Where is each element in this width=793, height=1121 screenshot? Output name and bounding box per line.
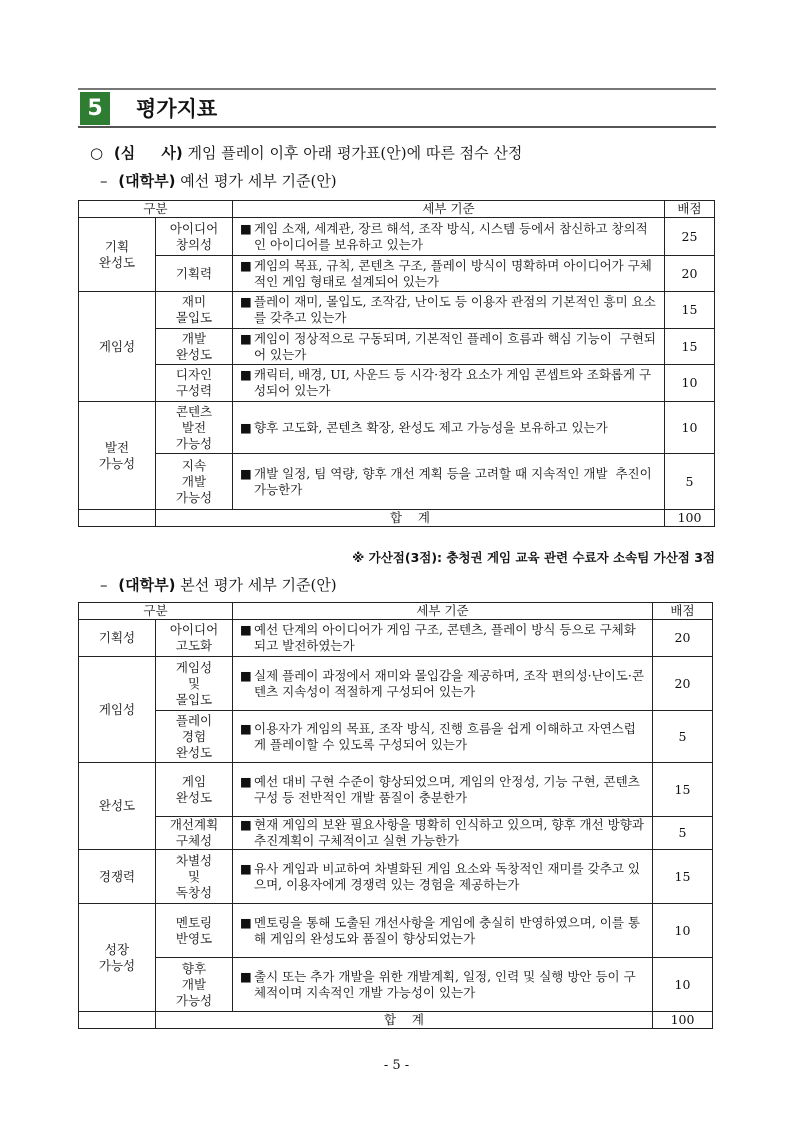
bullet-icon: ■	[240, 773, 252, 789]
criteria-cell	[233, 454, 665, 510]
table-row	[79, 454, 715, 510]
final-label: (대학부)	[118, 576, 176, 594]
header-category: 구분	[79, 201, 233, 218]
group-name: 성장 가능성	[79, 904, 156, 1012]
sub-category: 멘토링 반영도	[156, 904, 233, 958]
total-label: 합 계	[156, 510, 665, 527]
sub-category: 게임성 및 몰입도	[156, 657, 233, 711]
bullet-icon: ■	[240, 622, 252, 637]
final-criteria-table	[78, 602, 713, 1029]
criteria-text: 캐릭터, 배경, UI, 사운드 등 시각·청각 요소가 게임 콘셉트와 조화롭게 구성되어 있는가	[254, 367, 652, 398]
final-heading	[100, 574, 337, 595]
score-cell: 20	[665, 256, 715, 292]
sub-category: 콘텐츠 발전 가능성	[156, 402, 233, 454]
prelim-heading	[100, 170, 337, 191]
prelim-dash: –	[100, 172, 108, 190]
table-row	[79, 256, 715, 292]
table-row	[79, 958, 713, 1012]
criteria-text: 현재 게임의 보완 필요사항을 명확히 인식하고 있으며, 향후 개선 방향과 추진계획이 구체적이고 실현 가능한가	[254, 817, 648, 848]
criteria-text: 게임 소재, 세계관, 장르 해석, 조작 방식, 시스템 등에서 참신하고 창의적인 아이디어를 보유하고 있는가	[254, 220, 648, 252]
table-row	[79, 763, 713, 817]
group-name: 게임성	[79, 657, 156, 763]
final-table-body	[79, 603, 713, 1029]
bullet-icon: ■	[240, 667, 252, 683]
score-cell: 15	[665, 292, 715, 329]
bullet-icon: ■	[240, 419, 252, 435]
criteria-cell	[233, 256, 665, 292]
table-header-row	[79, 603, 713, 620]
group-name: 발전 가능성	[79, 402, 156, 510]
sub-category: 아이디어 창의성	[156, 218, 233, 256]
criteria-text: 게임의 목표, 규칙, 콘텐츠 구조, 플레이 방식이 명확하며 아이디어가 구체적인 게임 형태로 설계되어 있는가	[254, 257, 652, 289]
table-row	[79, 218, 715, 256]
table-row	[79, 402, 715, 454]
criteria-text: 개발 일정, 팀 역량, 향후 개선 계획 등을 고려할 때 지속적인 개발 추진이 가능한가	[254, 465, 656, 497]
criteria-text: 출시 또는 추가 개발을 위한 개발계획, 일정, 인력 및 실행 방안 등이 구체적이며 지속적인 개발 가능성이 있는가	[254, 968, 636, 1000]
score-cell: 25	[665, 218, 715, 256]
table-header-row	[79, 201, 715, 218]
criteria-text: 예선 단계의 아이디어가 게임 구조, 콘텐츠, 플레이 방식 등으로 구체화되고 발전하였는가	[254, 622, 636, 653]
score-cell: 10	[653, 904, 713, 958]
criteria-cell	[233, 218, 665, 256]
score-cell: 10	[665, 402, 715, 454]
sub-category: 개발 완성도	[156, 329, 233, 365]
header-criteria: 세부 기준	[233, 201, 665, 218]
header-top-rule	[78, 88, 716, 90]
prelim-text: 예선 평가 세부 기준(안)	[175, 172, 337, 190]
criteria-text: 유사 게임과 비교하여 차별화된 게임 요소와 독창적인 재미를 갖추고 있으며, 이용자에게 경쟁력 있는 경험을 제공하는가	[254, 860, 640, 892]
score-cell: 15	[653, 850, 713, 904]
table-row	[79, 904, 713, 958]
group-name: 경쟁력	[79, 850, 156, 904]
bullet-icon: ■	[240, 914, 252, 930]
sub-category: 차별성 및 독창성	[156, 850, 233, 904]
total-label: 합 계	[156, 1012, 653, 1029]
criteria-cell	[233, 904, 653, 958]
bullet-icon: ■	[240, 257, 252, 273]
table-row	[79, 292, 715, 329]
criteria-cell	[233, 402, 665, 454]
score-cell: 15	[665, 329, 715, 365]
intro-text: 게임 플레이 이후 아래 평가표(안)에 따른 점수 산정	[182, 144, 523, 162]
criteria-cell	[233, 711, 653, 763]
criteria-cell	[233, 292, 665, 329]
criteria-cell	[233, 958, 653, 1012]
intro-label: (심 사)	[113, 144, 183, 162]
total-blank-cell	[79, 1012, 156, 1029]
criteria-cell	[233, 657, 653, 711]
bullet-icon: ■	[240, 330, 252, 346]
criteria-cell	[233, 365, 665, 402]
sub-category: 재미 몰입도	[156, 292, 233, 329]
bullet-icon: ■	[240, 367, 252, 382]
final-dash: –	[100, 576, 108, 594]
header-score: 배점	[653, 603, 713, 620]
score-cell: 10	[653, 958, 713, 1012]
group-name: 기획 완성도	[79, 218, 156, 292]
header-category: 구분	[79, 603, 233, 620]
criteria-text: 실제 플레이 과정에서 재미와 몰입감을 제공하며, 조작 편의성·난이도·콘텐츠 지속성이 적절하게 구성되어 있는가	[254, 667, 644, 699]
section-number: 5	[80, 92, 110, 125]
bullet-icon: ■	[240, 465, 252, 481]
score-cell: 20	[653, 657, 713, 711]
header-bottom-rule	[78, 126, 716, 128]
header-score: 배점	[665, 201, 715, 218]
criteria-cell	[233, 817, 653, 850]
table-row	[79, 329, 715, 365]
prelim-table-body	[79, 201, 715, 527]
prelim-label: (대학부)	[118, 172, 176, 190]
total-blank-cell	[79, 510, 156, 527]
bullet-icon: ■	[240, 860, 252, 876]
criteria-text: 예선 대비 구현 수준이 향상되었으며, 게임의 안정성, 기능 구현, 콘텐츠 구성 등 전반적인 개발 품질이 충분한가	[254, 773, 644, 805]
table-row	[79, 365, 715, 402]
criteria-text: 게임이 정상적으로 구동되며, 기본적인 플레이 흐름과 핵심 기능이 구현되어 있는가	[254, 330, 656, 362]
table-row	[79, 620, 713, 657]
criteria-cell	[233, 620, 653, 657]
table-row	[79, 850, 713, 904]
sub-category: 기획력	[156, 256, 233, 292]
criteria-text: 향후 고도화, 콘텐츠 확장, 완성도 제고 가능성을 보유하고 있는가	[254, 419, 608, 435]
criteria-text: 플레이 재미, 몰입도, 조작감, 난이도 등 이용자 관점의 기본적인 흥미 요소를 갖추고 있는가	[254, 294, 656, 325]
criteria-text: 이용자가 게임의 목표, 조작 방식, 진행 흐름을 쉽게 이해하고 자연스럽게 플레이할 수 있도록 구성되어 있는가	[254, 720, 636, 752]
sub-category: 게임 완성도	[156, 763, 233, 817]
header-criteria: 세부 기준	[233, 603, 653, 620]
criteria-cell	[233, 329, 665, 365]
sub-category: 개선계획 구체성	[156, 817, 233, 850]
bullet-icon: ■	[240, 220, 252, 236]
group-name: 게임성	[79, 292, 156, 402]
group-name: 완성도	[79, 763, 156, 850]
sub-category: 아이디어 고도화	[156, 620, 233, 657]
intro-marker: ○	[90, 144, 104, 162]
sub-category: 플레이 경험 완성도	[156, 711, 233, 763]
table-row	[79, 657, 713, 711]
total-score: 100	[653, 1012, 713, 1029]
bullet-icon: ■	[240, 294, 252, 309]
criteria-text: 멘토링을 통해 도출된 개선사항을 게임에 충실히 반영하였으며, 이를 통해 게임의 완성도와 품질이 향상되었는가	[254, 914, 640, 946]
table-row	[79, 711, 713, 763]
group-name: 기획성	[79, 620, 156, 657]
criteria-cell	[233, 763, 653, 817]
section-title: 평가지표	[136, 97, 218, 121]
score-cell: 10	[665, 365, 715, 402]
criteria-cell	[233, 850, 653, 904]
score-cell: 5	[665, 454, 715, 510]
bullet-icon: ■	[240, 817, 252, 832]
section-header	[78, 88, 716, 128]
page-number: - 5 -	[383, 1058, 410, 1073]
sub-category: 지속 개발 가능성	[156, 454, 233, 510]
bullet-icon: ■	[240, 720, 252, 736]
score-cell: 5	[653, 817, 713, 850]
final-text: 본선 평가 세부 기준(안)	[175, 576, 337, 594]
sub-category: 향후 개발 가능성	[156, 958, 233, 1012]
score-cell: 5	[653, 711, 713, 763]
total-row	[79, 510, 715, 527]
score-cell: 20	[653, 620, 713, 657]
total-row	[79, 1012, 713, 1029]
total-score: 100	[665, 510, 715, 527]
score-cell: 15	[653, 763, 713, 817]
bonus-note: ※ 가산점(3점): 충청권 게임 교육 관련 수료자 소속팀 가산점 3점	[352, 550, 715, 565]
prelim-criteria-table	[78, 200, 715, 527]
bullet-icon: ■	[240, 968, 252, 984]
intro-line	[90, 142, 522, 163]
table-row	[79, 817, 713, 850]
sub-category: 디자인 구성력	[156, 365, 233, 402]
